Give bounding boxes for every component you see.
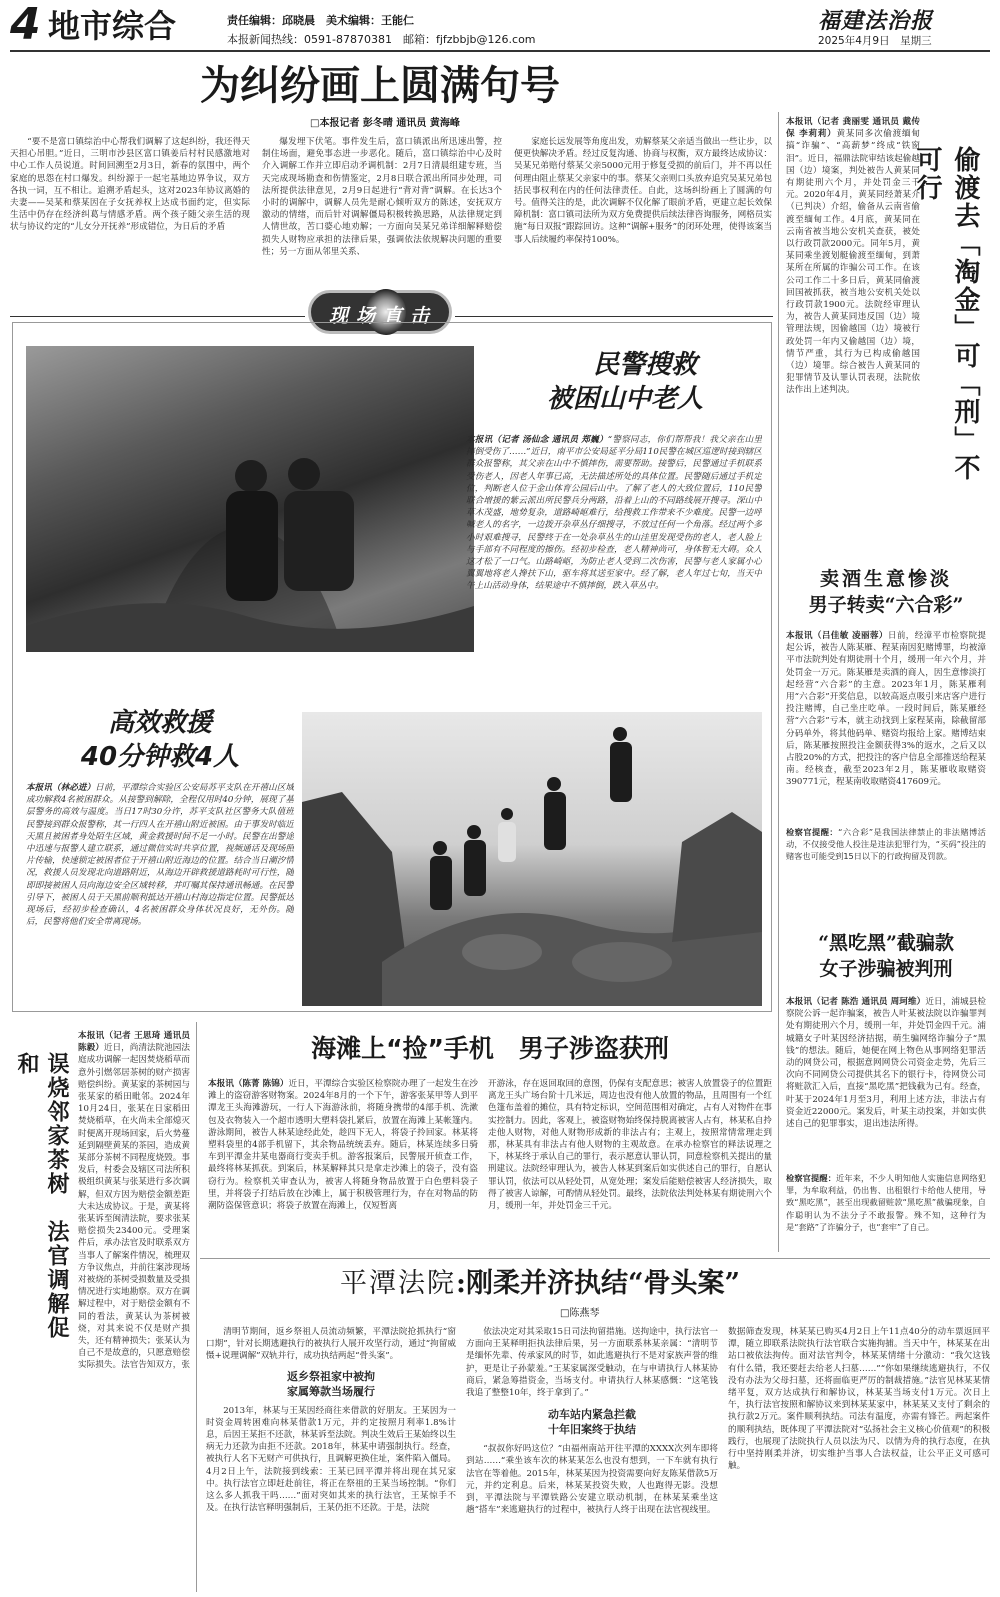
- left-vertical-title: 误烧邻家茶树 法官调解促和: [14, 1052, 70, 1340]
- hotline-line: 本报新闻热线：0591-87870381 邮箱：fjfzbbjb@126.com: [227, 33, 536, 46]
- rescuers-figure: [26, 346, 474, 652]
- rescue1-title-line2: 被困山中老人: [546, 384, 703, 414]
- rescue1-story: 本报讯（记者 汤仙念 通讯员 郑巍）“警察同志，你们帮帮我！我父亲在山里摔倒受伤了……”近日，南平市公安局延平分局110民警在城区巡逻时接到辖区群众报警称，其父亲在山中不慎摔伤，需要帮助。接警后，民警通过手机联系受伤老人，因老人年事已高，无法描述所处的具体位置。民警随后通过手机定位，判断老人位于金山体育公园后山中。了解了老人的大致位置后，110民警联合增援的紫云派出所民警兵分两路，沿着上山的不同路线展开搜寻。深山中草木茂盛，地势复杂，道路崎岖难行，给搜救工作带来不少难度。民警一边呼喊老人的名字，一边拨开杂草丛仔细搜寻，不放过任何一个角落。经过两个多小时艰难搜寻，民警终于在一处杂草丛生的山洼里发现受伤的老人，老人脸上与手部有不同程度的擦伤。经初步检查，老人精神尚可，身体暂无大碍。众人这才松了一口气。山路崎岖，为防止老人受到二次伤害，民警与老人家属小心翼翼地将老人搀扶下山，驱车将其送至家中。经了解，老人年过七旬，当天中午上山活动身体，结果途中不慎摔倒，跌入草丛中。: [466, 435, 762, 592]
- rescue2-title-line2: 40分钟救4人: [80, 742, 240, 772]
- editors-line: 责任编辑：邱晓晨 美术编辑：王能仁: [227, 14, 414, 27]
- right-low-title: [786, 930, 986, 982]
- left-vertical-story-top: 本报讯（记者 王思琦 通讯员 陈毅）近日，尚清法院池园法庭成功调解一起因焚烧稻草而意外引燃邻居茶树的财产损害赔偿纠纷。黄某家的茶树园与张某家的稻田毗邻。2024年10月24日，张某在日家稻田焚烧稻草，在火尚未全部熄灭时便离开现场回家，后火势蔓延到隔壁黄某的茶园，造成黄某部分茶树不同程度烧毁。事发后，村委会及辖区司法所积极组织黄某与张某进行多次调解，但双方因为赔偿金额差距大未达成协议。于是，黄某将张某诉至闽清法院，要求张某赔偿损失23400元。受理案件后，承办法官及时联系双方当事人了解案件情况，梳理双方争议焦点，并前往案涉现场对被烧的茶树受损数量及受损情况进行实地勘察。双方在调解过程中，对于赔偿金额有不同的看法，黄某认为茶树被烧，对其来说不仅是财产损失，还有精神损失；张某认为自己不是故意的，只愿意赔偿实际损失。法官告知双方，张: [78, 1031, 190, 1370]
- section-title: 地市综合: [48, 7, 177, 45]
- beach-title: 海滩上“捡”手机 男子涉盗获刑: [311, 1034, 669, 1063]
- banner-line-left: [10, 316, 305, 317]
- paper-logo: 福建法治报: [818, 8, 934, 34]
- lead-col-2: 爆发埋下伏笔。事件发生后，富口镇派出所迅速出警，控制住场面，避免事态进一步恶化。随后，富口镇综治中心及时介入调解工作并立即启动矛调机制：2月7日清晨组建专班，当天完成现场勘查和伤情鉴定，2月8日联合派出所同步处理，司法所提供法律意见，2月9日起进行“背对背”调解。在长达3个小时的调解中，调解人员先是耐心倾听双方的陈述，安抚双方激动的情绪，而后针对调解僵局积极转换思路，从法律规定到人情世故，苦口婆心地劝解；一方面向吴某兄弟详细解释赔偿损失人财物应承担的法律后果，强调依法依规解决问题的重要性；另一方面从邻里关系、: [262, 137, 502, 257]
- issue-date: 2025年4月9日 星期三: [818, 35, 932, 47]
- left-col-divider: [196, 1022, 197, 1592]
- beach-col-2: 开游泳，存在返回取回的意图，仍保有支配意思；被害人放置袋子的位置距离龙王头广场台阶十几米远，周边也没有他人放置的物品，且周围有一个红色篷布盖着的摊位，具有特定标识，空间范围相对确定，占有人对物件在事实控制力。因此，客观上，被盗财物始终保持脱离被害人占有，林某私自拎走他人财物，对他人财物形成新的非法占有；主观上，按照常情常理走到那，林某具有非法占有他人财物的主观故意。在承办检察官的释法说理之下，林某终于承认自己的罪行，表示愿意认罪认罚，同意检察机关提出的量刑建议。法院经审理认为，被告人林某到案后如实供述自己的罪行，自愿认罪认罚，依法可以从轻处罚，从宽处理；案发后能赔偿被害人经济损失，取得了被害人谅解，可酌情从轻处罚。最终，法院依法判处林某有期徒刑六个月，缓刑一年，并处罚金三千元。: [488, 1079, 772, 1212]
- bottom-sub1: [206, 1369, 456, 1399]
- right-mid-title: [786, 566, 986, 618]
- bottom-byline: □陈燕琴: [560, 1308, 600, 1319]
- masthead-rule: [10, 50, 990, 52]
- right-top-story: 本报讯（记者 龚丽雯 通讯员 戴传保 李莉莉）黄某同多次偷渡缅甸搞“诈骗”、“高薪梦”终成“铁窗泪”。近日，福鼎法院审结该起偷越国（边）境案，判处被告人黄某同有期徒刑六个月，并处罚金三千元。2020年4月，黄某同经萧某介（已判决）介绍，偷备从云南省偷渡至缅甸工作。4月底，黄某同在云南省被当地公安机关查获，被处以行政罚款2000元。同年5月，黄某同乘坐渡划艇偷渡至缅甸，到萧某所在所属的诈骗公司工作。在该公司工作二十多日后，黄某同偷渡回国被抓获，被当地公安机关处以行政罚款1900元。法院经审理认为，被告人黄某同违反国（边）境管理法规，因偷越国（边）境被行政处罚一年内又偷越国（边）境，情节严重，其行为已构成偷越国（边）境罪。综合被告人黄某同的犯罪情节及认罪认罚表现，法院依法作出上述判决。: [786, 117, 920, 396]
- right-col-divider: [778, 112, 779, 1252]
- right-top-title: 偷渡去「淘金」可「刑」不可行: [912, 146, 980, 482]
- rocks-and-people: [302, 712, 762, 1006]
- right-low-title-line1: “黑吃黑”截骗款: [818, 932, 954, 954]
- right-mid-title-line1: 卖酒生意惨淡: [819, 568, 952, 590]
- beach-col-1: 本报讯（陈菁 陈锦）近日，平潭综合实验区检察院办理了一起发生在沙滩上的盗窃游客财物案。2024年8月的一个下午，游客张某甲等人到平潭龙王头海滩游玩，一行人下海游泳前，将随身携带的4部手机、洗漱包及衣物装入一个超市透明大塑料袋扎紧后，放置在海滩上某帐篷内。游泳期间，被告人林某途经此处，趁四下无人，将袋子拎回家。林某将塑料袋里的4部手机留下，其余物品统统丢弃。随后，林某连续多日骑车到平潭金井某电器商行变卖手机。游客报案后，民警展开侦查工作，最终将林某抓获。到案后，林某解释其只是拿走沙滩上的袋子，没有盗窃行为。检察机关审查认为，被害人将随身物品放置于白色塑料袋子里，并将袋子打结后放在沙滩上，属于积极管理行为，存在对物品的防潮防盗保管意识；将袋子放置在海滩上，仅短暂离: [208, 1079, 478, 1212]
- forest-rescue-photo: [26, 346, 474, 652]
- bottom-sub1-line1: 返乡祭祖家中被拘: [287, 1369, 375, 1383]
- right-mid-note: 检察官提醒：“六合彩”是我国法律禁止的非法赌博活动，不仅接受他人投注是违法犯罪行为，“买码”投注的赌客也可能受到15日以下的行政拘留及罚款。: [786, 827, 986, 862]
- bottom-sub2-line1: 动车站内紧急拦截: [548, 1408, 636, 1422]
- right-low-note: 检察官提醒：近年来，不少人明知他人实施信息网络犯罪，为牟取利益，仍出售、出租银行卡给他人使用，导致“黑吃黑”，甚至出现截留赃款“黑吃黑”截骗现象，自作聪明认为不法分子不敢报警。殊不知，这种行为是“套路”了诈骗分子，也“套牢”了自己。: [786, 1173, 986, 1232]
- masthead: [0, 0, 1000, 52]
- banner-label: 现场直击: [328, 305, 437, 327]
- rescue1-title: [478, 348, 772, 416]
- bottom-title: [340, 1266, 900, 1302]
- bottom-col-3: 数据筛查发现，林某某已购买4月2日上午11点40分的动车票返回平潭，随立即联系法院执行法官联合实施拘捕。当天中午，林某某在出站口被依法拘传。面对法官判令，林某某情绪十分激动：“我欠这钱有什么错，我还要赶去给老人扫墓……”“你如果继续逃避执行，不仅没有办法为父母扫墓，还将面临更严厉的制裁措施。”法官见林某某情绪平复，双方达成执行和解协议，林某某当场支付1万元。次日上午，执行法官按照和解协议来到林某某家中，林某某又支付了剩余的执行款2万元。案件顺利执结。司法有温度，亦需有锋芒。两起案件的顺利执结，既体现了平潭法院对“弘扬社会主义核心价值观”的积极践行，也展现了法院执行人员以法为尺、以情为舟的执行态度，在执行中坚持刚柔并济，切实维护当事人合法权益，让公平正义可感可触。: [728, 1327, 990, 1472]
- bottom-rule: [200, 1258, 990, 1259]
- rocky-rescue-photo: [302, 712, 762, 1006]
- page-number: 4: [10, 0, 41, 50]
- banner-line-right: [455, 316, 773, 317]
- bottom-col-2: 依法决定对其采取15日司法拘留措施。送拘途中，执行法官一方面向王某释明拒执法律后果，另一方面联系林某亲属：“清明节是缅怀先辈、传承家风的时节，如此逃避执行不是对家族声誉的维护，更是让子孙蒙羞。”王某家属深受触动，在与申请执行人林某协商后，紧急筹措资金，当场支付。申请执行人林某感慨：“这笔钱我追了整整10年，终于拿到了。” 动车站内紧急拦截 十年旧案终于执结 “叔叔你好吗这位？”由福州南站开往平潭的XXXX次列车即将到站……“乘坐该车次的林某某怎么也没有想到，一下车就有执行法官在等着他。2015年，林某某因为投资需要向好友陈某借款5万元，并约定利息。后来，林某某投资失败，人也跑得无影。没想到，平潭法院与平潭铁路公安建立联动机制，在林某某乘坐这趟“搭车”来逃避执行的过程中，被执行人终于出现在法官视线里。: [466, 1327, 718, 1516]
- rescue2-title: [40, 706, 280, 774]
- lead-byline: □本报记者 彭冬晴 通讯员 黄海峰: [310, 118, 460, 129]
- bottom-sub2-line2: 十年旧案终于执结: [548, 1423, 636, 1437]
- right-mid-title-line2: 男子转卖“六合彩”: [808, 594, 964, 616]
- rescue2-story: 本报讯（林必进）日前，平潭综合实验区公安局苏平支队在开禧山区域成功解救4名被困群众。从接警到解除，全程仅用时40分钟，展现了基层警务的高效与温度。当日17时30分许，苏平支队社区警务大队值班民警接到群众报警称，其一行四人在开禧山附近被困。由于事发时临近天黑且被困者身处陌生区域，黄金救援时间不足一小时。民警在出警途中迅速与报警人建立联系，通过微信实时共享位置，视频通话及现场照片传输，快速锁定被困者位于开禧山附近海边的位置。结合当日潮汐情况，救援人员发现北向道路附近，从海边开辟救援道路耗时可行性，随即即接被困人员向海边安全区域转移，并叮嘱其保持通讯畅通。在民警引导下，被困人员于天黑前顺利抵达开禧山村海边指定位置。民警抵达现场后，经初步检查确认，4名被困群众身体状况良好，无外伤。随后，民警将他们安全带离现场。: [26, 783, 294, 928]
- bottom-title-pre: 平潭法院: [340, 1268, 456, 1299]
- right-mid-story: 本报讯（吕佳敏 凌丽蓉）日前，经漳平市检察院提起公诉，被告人陈某雁、程某南因犯赌博罪，均被漳平市法院判处有期徒刑十个月，缓刑一年六个月，并处罚金一万元。陈某雁是卖酒的商人，因生意惨淡打起经营“六合彩”的主意。2023年1月，陈某雁利用“六合彩”开奖信息，以较高返点吸引来店客户进行投注赌博，自己坐庄吃单。一段时间后，陈某雁经营“六合彩”亏本，就主动找到上家程某南，除截留部分码单外，将其他码单、赌资均报给上家。赌博结束后，陈某雁按照投注金额获得3%的返水，之后又以占股20%的方式，把投注的客户信息全部推送给程某南。经核查，截至2023年2月，陈某雁收取赌资390771元，程某南收取赌资417609元。: [786, 631, 986, 788]
- rescue1-title-line1: 民警搜救: [592, 350, 697, 380]
- lead-col-3: 家庭长远发展等角度出发，劝解蔡某父亲适当做出一些让步，以便更快解决矛盾。经过反复沟通、协商与权衡，双方最终达成协议：吴某兄弟赔付蔡某父亲5000元用于修复受损的前后门，并不再以任何理由阻止蔡某父亲家中的事。蔡某父亲则口头放弃追究吴某兄弟包括民事权利在内的任何法律责任。自此，这场纠纷画上了圆满的句号。值得关注的是，此次调解不仅化解了眼前矛盾，更建立起长效保障机制：富口镇司法所为双方免费提供后续法律咨询服务，网格员实施“每日双报”跟踪回访。这种“调解+服务”的闭环处理，使得该案当事人后续履约率保持100%。: [514, 137, 772, 245]
- bottom-title-sep: :: [456, 1268, 466, 1299]
- rescue2-title-line1: 高效救援: [107, 708, 212, 738]
- bottom-col-1: 清明节期间，返乡祭祖人员流动频繁，平潭法院抢抓执行“窗口期”，针对长期逃避执行的被执行人展开攻坚行动，通过“拘留威慑+说理调解”双轨并行，成功执结两起“骨头案”。 返乡祭祖家中被拘 家属筹款当场履行 2013年，林某与王某因经商往来借款的好朋友。王某因为一时资金周转困难向林某借款1万元，并约定按照月利率1.8%计息，后因王某拒不还款，林某诉至法院。判决生效后王某始终以生病无力还款为由拒不还款。2018年，林某申请强制执行。经查，被执行人名下无财产可供执行，且调解更换住址，案件陷入僵局。4月2日上午，法院接到线索：王某已回平潭并将出现在其兄家中。执行法官立即赶赴前往，将正在祭祖的王某当场控制。“你们这么多人抓我干吗……”面对突如其来的执行法官，王某惊手不及。在执行法官释明强制后，王某仍拒不还款。于是，法院: [206, 1327, 456, 1514]
- right-low-story: 本报讯（记者 陈浩 通讯员 周珂维）近日，浦城县检察院公诉一起诈骗案，被告人叶某被法院以诈骗罪判处有期徒刑六个月，缓刑一年，并处罚金四千元。浦城籍女子叶某因经济拮据，萌生骗网络诈骗分子“黑钱”的想法。随后，她便在网上物色从事网络犯罪活动的网贷公司，根据意网网贷公司资金走势，先后三次向不同网贷公司提供其名下的银行卡，待网贷公司将赃款汇入后，直接“黑吃黑”把钱截为己有。经查，叶某于2024年1月至3月，利用上述方法，非法占有资金近22000元。案发后，叶某主动投案，并如实供述自己的犯罪事实，退出违法所得。: [786, 997, 986, 1130]
- bottom-sub2: [466, 1407, 718, 1437]
- right-low-title-line2: 女子涉骗被判刑: [819, 958, 953, 980]
- left-vertical-story-bottom: [12, 1372, 192, 1592]
- bottom-title-main: 刚柔并济执结“骨头案”: [465, 1268, 741, 1299]
- lead-col-1: “要不是富口镇综治中心帮我们调解了这起纠纷，我还得天天担心吊胆。”近日，三明市沙县区富口镇姜后村村民感激地对中心工作人员说道。时间回溯至2月3日，新春的氛围中，两个家庭的思怨在村口爆发。纠纷源于一起宅基地边界争议，双方各执一词，互不相让。追溯矛盾起头，这对2023年协议离婚的夫妻——吴某和蔡某因在子女抚养权上达成书面约定，但实际生活中仍存在经济纠葛与情感矛盾。两个孩子随父亲生活的现状与协议约定的“儿女分开抚养”形成错位，为日后的矛盾: [10, 137, 250, 233]
- bottom-sub1-line2: 家属筹款当场履行: [287, 1384, 375, 1398]
- lead-title: 为纠纷画上圆满句号: [200, 63, 560, 109]
